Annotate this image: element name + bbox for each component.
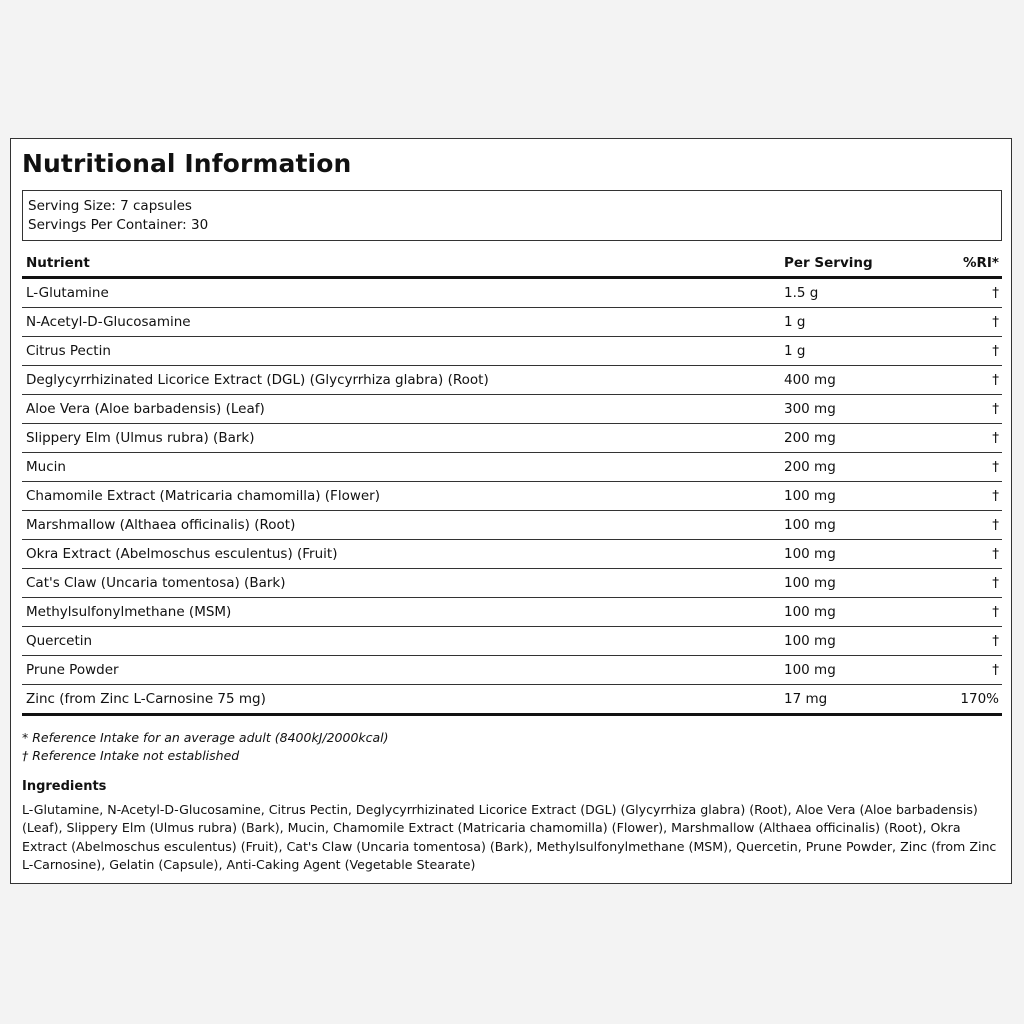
ingredients-text: L-Glutamine, N-Acetyl-D-Glucosamine, Citrus Pectin, Deglycyrrhizinated Licorice Extract (DGL) (Glycyrrhiza glabra) (Root), Aloe Vera (Aloe barbadensis) (Leaf), Slippery Elm (Ulmus rubra) (Bark), Mucin, Chamomile Extract (Matricaria chamomilla) (Flower), Marshmallow (Althaea officinalis) (Root), Okra Extract (Abelmoschus esculentus) (Fruit), Cat's Claw (Uncaria tomentosa) (Bark), Methylsulfonylmethane (MSM), Quercetin, Prune Powder, Zinc (from Zinc L-Carnosine), Gelatin (Capsule), Anti-Caking Agent (Vegetable Stearate) — [22, 802, 997, 872]
nutrient-name: Mucin — [26, 459, 66, 475]
nutrient-name: Methylsulfonylmethane (MSM) — [26, 604, 232, 620]
nutrient-amount: 200 mg — [784, 459, 836, 475]
table-row — [22, 308, 1002, 337]
nutrient-amount: 100 mg — [784, 517, 836, 533]
nutrient-name: Prune Powder — [26, 662, 119, 678]
nutrient-ri: † — [992, 372, 999, 388]
table-row — [22, 337, 1002, 366]
nutrient-name: Cat's Claw (Uncaria tomentosa) (Bark) — [26, 575, 286, 591]
nutrient-ri: † — [992, 430, 999, 446]
serving-info-box — [22, 190, 1002, 241]
table-row — [22, 279, 1002, 308]
nutrient-ri: † — [992, 517, 999, 533]
nutrient-ri: † — [992, 343, 999, 359]
nutrient-ri: † — [992, 604, 999, 620]
header-nutrient: Nutrient — [26, 255, 90, 271]
table-row — [22, 569, 1002, 598]
nutrient-ri: † — [992, 575, 999, 591]
nutrient-amount: 1.5 g — [784, 285, 819, 301]
table-row — [22, 366, 1002, 395]
nutrient-ri: † — [992, 633, 999, 649]
table-body — [22, 279, 1002, 716]
header-per-serving: Per Serving — [784, 255, 873, 271]
nutrient-amount: 100 mg — [784, 604, 836, 620]
nutrient-name: Marshmallow (Althaea officinalis) (Root) — [26, 517, 296, 533]
nutrient-amount: 200 mg — [784, 430, 836, 446]
nutrient-name: Slippery Elm (Ulmus rubra) (Bark) — [26, 430, 255, 446]
nutrient-name: L-Glutamine — [26, 285, 109, 301]
table-row — [22, 482, 1002, 511]
nutrient-amount: 100 mg — [784, 546, 836, 562]
nutrient-ri: † — [992, 488, 999, 504]
nutrient-amount: 100 mg — [784, 575, 836, 591]
nutrient-name: Quercetin — [26, 633, 93, 649]
nutrient-name: Aloe Vera (Aloe barbadensis) (Leaf) — [26, 401, 265, 417]
table-header — [22, 253, 1002, 279]
nutrient-amount: 1 g — [784, 343, 806, 359]
nutrient-ri: † — [992, 401, 999, 417]
nutrient-ri: 170% — [960, 691, 999, 707]
nutrient-amount: 100 mg — [784, 662, 836, 678]
nutrient-amount: 100 mg — [784, 633, 836, 649]
nutrient-ri: † — [992, 546, 999, 562]
table-row — [22, 656, 1002, 685]
reference-intake-note: * Reference Intake for an average adult (8400kJ/2000kcal) — [22, 730, 389, 745]
nutrient-ri: † — [992, 314, 999, 330]
servings-per-container: Servings Per Container: 30 — [28, 217, 209, 233]
nutrient-name: Chamomile Extract (Matricaria chamomilla) (Flower) — [26, 488, 380, 504]
nutrient-name: Zinc (from Zinc L-Carnosine 75 mg) — [26, 691, 266, 707]
table-row — [22, 685, 1002, 716]
nutrient-ri: † — [992, 662, 999, 678]
ingredients-heading: Ingredients — [22, 779, 107, 794]
nutrient-amount: 1 g — [784, 314, 806, 330]
nutrient-name: Deglycyrrhizinated Licorice Extract (DGL) (Glycyrrhiza glabra) (Root) — [26, 372, 489, 388]
serving-size: Serving Size: 7 capsules — [28, 198, 192, 214]
not-established-note: † Reference Intake not established — [22, 748, 240, 763]
nutrient-ri: † — [992, 459, 999, 475]
nutrient-table — [22, 253, 1002, 716]
table-row — [22, 627, 1002, 656]
nutrient-name: N-Acetyl-D-Glucosamine — [26, 314, 191, 330]
nutrient-ri: † — [992, 285, 999, 301]
footnotes — [22, 729, 389, 765]
table-row — [22, 395, 1002, 424]
nutrient-amount: 400 mg — [784, 372, 836, 388]
nutrient-name: Citrus Pectin — [26, 343, 111, 359]
table-row — [22, 453, 1002, 482]
table-row — [22, 598, 1002, 627]
nutrient-amount: 17 mg — [784, 691, 828, 707]
table-row — [22, 540, 1002, 569]
nutrition-panel — [10, 138, 1012, 884]
table-row — [22, 511, 1002, 540]
nutrient-amount: 100 mg — [784, 488, 836, 504]
table-row — [22, 424, 1002, 453]
panel-title: Nutritional Information — [22, 149, 352, 178]
nutrient-name: Okra Extract (Abelmoschus esculentus) (Fruit) — [26, 546, 338, 562]
header-ri: %RI* — [962, 255, 999, 271]
nutrient-amount: 300 mg — [784, 401, 836, 417]
